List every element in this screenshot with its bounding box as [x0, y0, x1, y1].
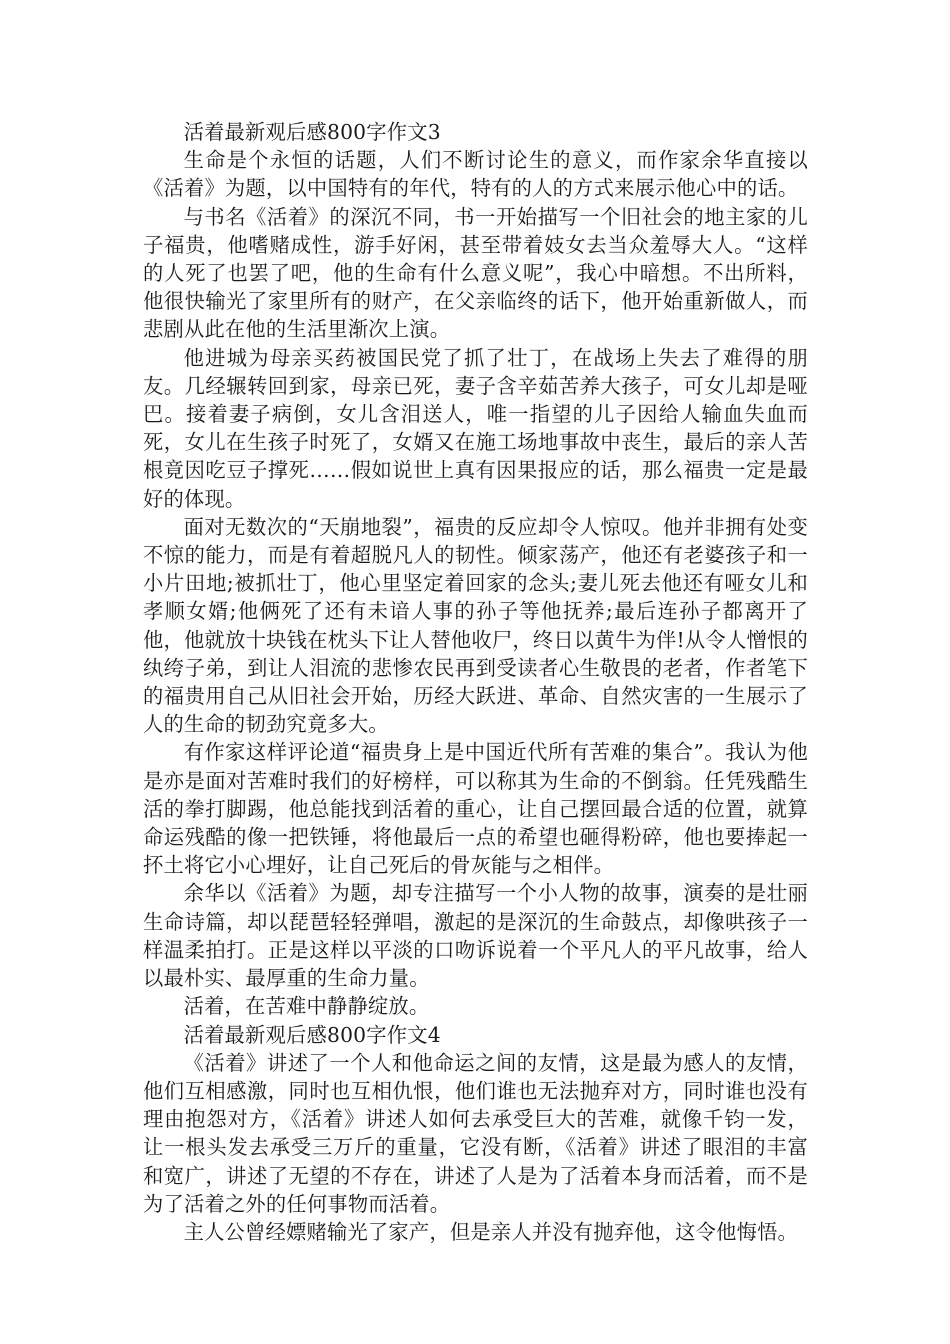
section-heading: 活着最新观后感800字作文4: [183, 1022, 441, 1047]
paragraph: 余华以《活着》为题，却专注描写一个小人物的故事，演奏的是壮丽生命诗篇，却以琵琶轻轻弹唱，激起的是深沉的生命鼓点，却像哄孩子一样温柔拍打。正是这样以平淡的口吻诉说着一个平凡人的平凡故事，给人以最朴实、最厚重的生命力量。: [143, 881, 808, 991]
paragraph: 《活着》讲述了一个人和他命运之间的友情，这是最为感人的友情，他们互相感激，同时也互相仇恨，他们谁也无法抛弃对方，同时谁也没有理由抱怨对方，《活着》讲述人如何去承受巨大的苦难，就像千钧一发，让一根头发去承受三万斤的重量，它没有断，《活着》讲述了眼泪的丰富和宽广，讲述了无望的不存在，讲述了人是为了活着本身而活着，而不是为了活着之外的任何事物而活着。: [143, 1050, 808, 1216]
paragraph: 与书名《活着》的深沉不同，书一开始描写一个旧社会的地主家的儿子福贵，他嗜赌成性，游手好闲，甚至带着妓女去当众羞辱大人。“这样的人死了也罢了吧，他的生命有什么意义呢”，我心中暗想。不出所料，他很快输光了家里所有的财产，在父亲临终的话下，他开始重新做人，而悲剧从此在他的生活里渐次上演。: [143, 204, 808, 342]
paragraph: 生命是个永恒的话题，人们不断讨论生的意义，而作家余华直接以《活着》为题，以中国特有的年代，特有的人的方式来展示他心中的话。: [143, 148, 808, 201]
section-heading: 活着最新观后感800字作文3: [183, 120, 441, 144]
paragraph: 有作家这样评论道“福贵身上是中国近代所有苦难的集合”。我认为他是亦是面对苦难时我们的好榜样，可以称其为生命的不倒翁。任凭残酷生活的拳打脚踢，他总能找到活着的重心，让自己摆回最合适的位置，就算命运残酷的像一把铁锤，将他最后一点的希望也砸得粉碎，他也要捧起一抔土将它小心埋好，让自己死后的骨灰能与之相伴。: [143, 740, 808, 878]
paragraph: 活着，在苦难中静静绽放。: [183, 994, 430, 1019]
paragraph: 主人公曾经嫖赌输光了家产，但是亲人并没有抛弃他，这令他悔悟。: [183, 1219, 799, 1244]
paragraph: 面对无数次的“天崩地裂”，福贵的反应却令人惊叹。他并非拥有处变不惊的能力，而是有着超脱凡人的韧性。倾家荡产，他还有老婆孩子和一小片田地;被抓壮丁，他心里坚定着回家的念头;妻儿死去他还有哑女儿和孝顺女婿;他俩死了还有未谙人事的孙子等他抚养;最后连孙子都离开了他，他就放十块钱在枕头下让人替他收尸，终日以黄牛为伴!从令人憎恨的纨绔子弟，到让人泪流的悲惨农民再到受读者心生敬畏的老者，作者笔下的福贵用自己从旧社会开始，历经大跃进、革命、自然灾害的一生展示了人的生命的韧劲究竟多大。: [143, 514, 808, 737]
document-body: [143, 118, 808, 1246]
paragraph: 他进城为母亲买药被国民党了抓了壮丁，在战场上失去了难得的朋友。几经辗转回到家，母亲已死，妻子含辛茹苦养大孩子，可女儿却是哑巴。接着妻子病倒，女儿含泪送人，唯一指望的儿子因给人输血失血而死，女儿在生孩子时死了，女婿又在施工场地事故中丧生，最后的亲人苦根竟因吃豆子撑死……假如说世上真有因果报应的话，那么福贵一定是最好的体现。: [143, 345, 808, 511]
